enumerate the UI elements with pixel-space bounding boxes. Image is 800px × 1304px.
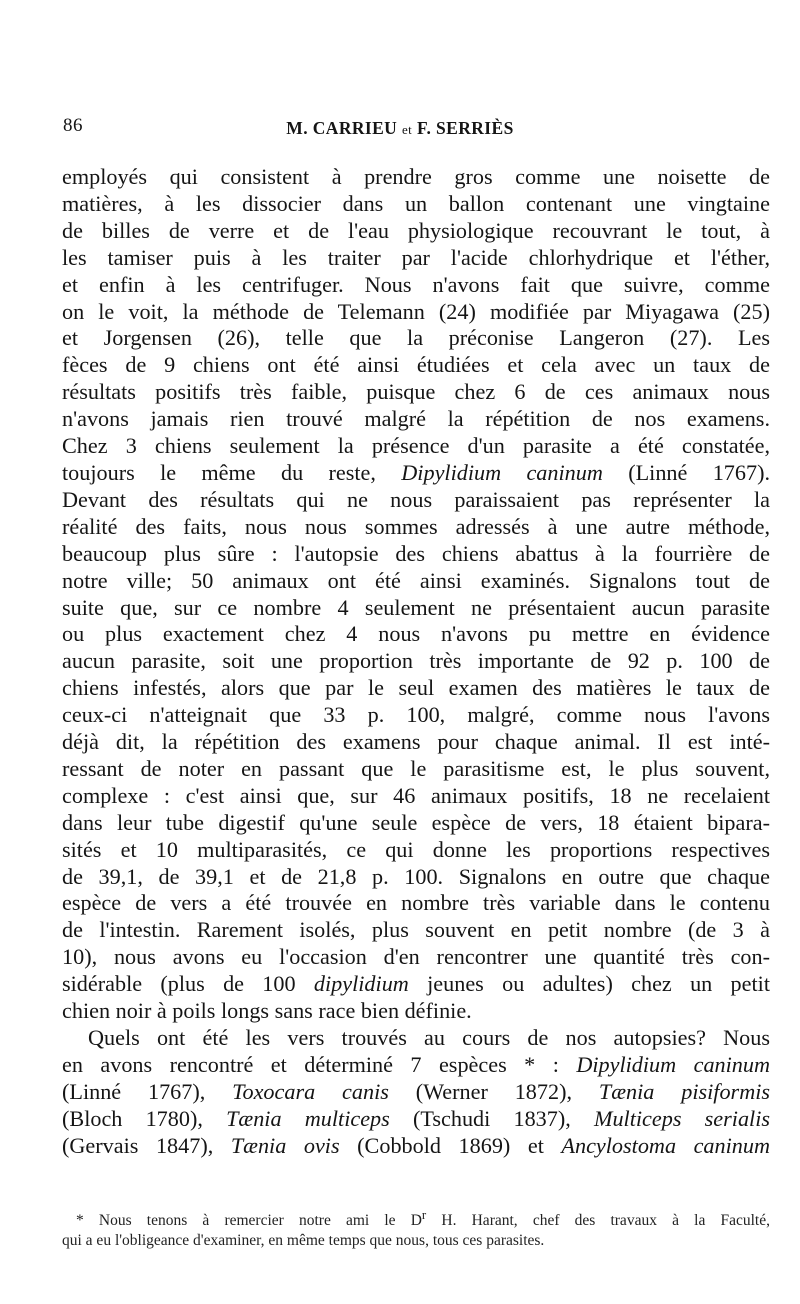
text-line: en avons rencontré et déterminé 7 espèces * : Dipylidium caninum [62,1051,771,1077]
text-line: aucun parasite, soit une proportion très importante de 92 p. 100 de [62,648,770,674]
text-line: Chez 3 chiens seulement la présence d'un parasite a été constatée, [62,433,770,459]
running-head [0,118,800,139]
footnote [62,1205,770,1251]
text-line: (Linné 1767), Toxocara canis (Werner 1872), Tænia pisiformis [62,1078,771,1104]
footnote-line: qui a eu l'obligeance d'examiner, en même temps que nous, tous ces parasites. [62,1232,545,1250]
text-line: ceux-ci n'atteignait que 33 p. 100, malgré, comme nous l'avons [62,702,770,728]
footnote-line: * Nous tenons à remercier notre ami le $D^r$ H. Harant, chef des travaux à la Faculté, [76,1207,770,1230]
text-line: sités et 10 multiparasités, ce qui donne les proportions respectives [62,836,770,862]
text-line: beaucoup plus sûre : l'autopsie des chiens abattus à la fourrière de [62,540,770,566]
text-line: chien noir à poils longs sans race bien définie. [62,998,472,1024]
text-line: on le voit, la méthode de Telemann (24) modifiée par Miyagawa (25) [62,298,770,324]
text-line: sidérable (plus de 100 dipylidium jeunes ou adultes) chez un petit [62,971,770,997]
author-carrieu: M. CARRIEU [286,118,398,138]
author-serries: F. SERRIÈS [416,118,514,138]
text-line: employés qui consistent à prendre gros comme une noisette de [62,164,770,189]
text-line: de l'intestin. Rarement isolés, plus souvent en petit nombre (de 3 à [62,917,770,943]
text-line: n'avons jamais rien trouvé malgré la répétition de nos examens. [62,406,770,432]
text-line: déjà dit, la répétition des examens pour chaque animal. Il est inté- [62,729,770,755]
text-line: Quels ont été les vers trouvés au cours de nos autopsies? Nous [88,1025,770,1050]
text-line: ou plus exactement chez 4 nous n'avons pu mettre en évidence [62,621,770,647]
text-line: espèce de vers a été trouvée en nombre très variable dans le contenu [62,890,770,916]
text-line: notre ville; 50 animaux ont été ainsi examinés. Signalons tout de [62,567,770,593]
text-line: Devant des résultats qui ne nous paraissaient pas représenter la [62,486,770,512]
text-line: résultats positifs très faible, puisque chez 6 de ces animaux nous [62,379,770,405]
text-line: (Bloch 1780), Tænia multiceps (Tschudi 1837), Multiceps serialis [62,1105,770,1131]
text-line: complexe : c'est ainsi que, sur 46 animaux positifs, 18 ne recelaient [62,782,770,808]
author-conjunction: et [402,122,413,137]
text-line: ressant de noter en passant que le parasitisme est, le plus souvent, [62,755,770,781]
text-line: et enfin à les centrifuger. Nous n'avons fait que suivre, comme [62,271,770,297]
text-line: (Gervais 1847), Tænia ovis (Cobbold 1869) et Ancylostoma caninum [62,1132,770,1158]
text-line: et Jorgensen (26), telle que la préconise Langeron (27). Les [62,325,770,351]
text-line: 10), nous avons eu l'occasion d'en rencontrer une quantité très con- [62,944,770,970]
body-text [62,164,770,1160]
text-line: de billes de verre et de l'eau physiologique recouvrant le tout, à [62,217,770,243]
text-line: toujours le même du reste, Dipylidium caninum (Linné 1767). [62,459,771,485]
text-line: chiens infestés, alors que par le seul examen des matières le taux de [62,675,770,701]
text-line: suite que, sur ce nombre 4 seulement ne présentaient aucun parasite [62,594,770,620]
text-line: matières, à les dissocier dans un ballon contenant une vingtaine [62,190,770,216]
text-line: fèces de 9 chiens ont été ainsi étudiées et cela avec un taux de [62,352,770,378]
text-line: dans leur tube digestif qu'une seule espèce de vers, 18 étaient bipara- [62,809,770,835]
text-line: de 39,1, de 39,1 et de 21,8 p. 100. Signalons en outre que chaque [62,863,770,889]
text-line: les tamiser puis à les traiter par l'acide chlorhydrique et l'éther, [62,244,770,270]
page-number: 86 [63,115,83,136]
text-line: réalité des faits, nous nous sommes adressés à une autre méthode, [62,513,770,539]
